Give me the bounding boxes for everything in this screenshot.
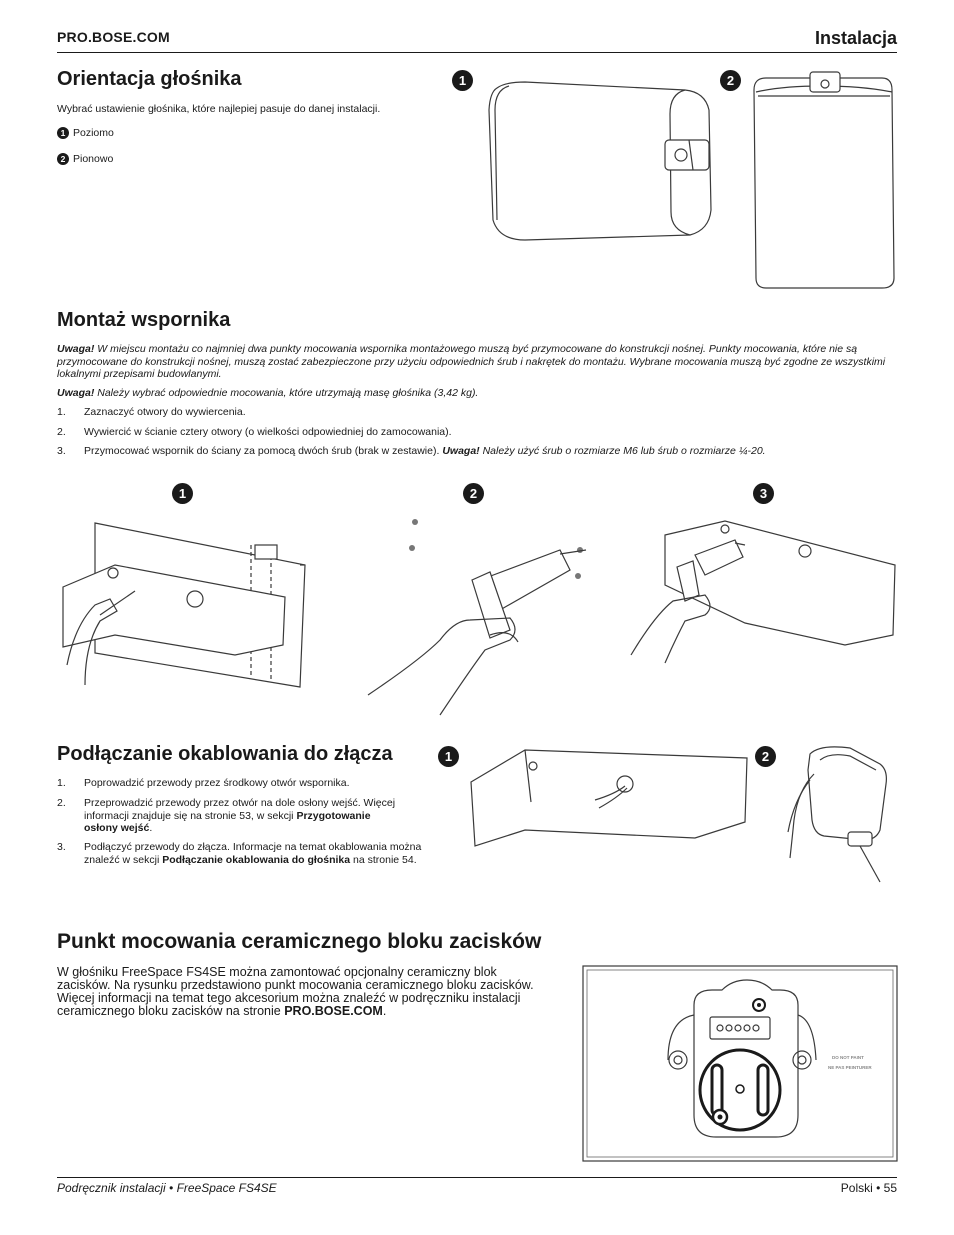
bracket-screw-illustration — [625, 515, 900, 665]
do-not-paint-label: DO NOT PAINT — [832, 1055, 864, 1060]
figure-number-badge: 1 — [172, 483, 193, 504]
drill-illustration — [360, 510, 595, 715]
site-url: PRO.BOSE.COM — [57, 29, 170, 45]
ceramic-heading: Punkt mocowania ceramicznego bloku zacisków — [57, 930, 542, 953]
footer-rule — [57, 1177, 897, 1178]
orientation-heading: Orientacja głośnika — [57, 68, 242, 90]
figure-number-badge: 2 — [755, 746, 776, 767]
number-badge: 2 — [57, 153, 69, 165]
ne-pas-peinturer-label: NE PAS PEINTURER — [828, 1065, 872, 1070]
orientation-intro: Wybrać ustawienie głośnika, które najlepiej pasuje do danej instalacji. — [57, 103, 381, 115]
vertical-speaker-illustration — [752, 72, 897, 292]
horizontal-speaker-illustration — [485, 80, 715, 245]
bracket-steps: 1. Zaznaczyć otwory do wywiercenia. 2. Wywiercić w ścianie cztery otwory (o wielkości odpowiedniej do zamocowania). 3. Przymocować wspornik do ściany za pomocą dwóch śrub (brak w zestawie). Uwaga! Należy użyć śrub o rozmiarze M6 lub śrub o rozmiarze ¼-20. — [57, 406, 766, 457]
figure-number-badge: 1 — [438, 746, 459, 767]
wiring-step-2: 2. Przeprowadzić przewody przez otwór na dole osłony wejść. Więcej informacji znajduje się na stronie 53, w sekcji Przygotowanie osłony wejść. — [57, 797, 396, 834]
connector-cover-illustration — [780, 740, 900, 888]
footer-manual-title: Podręcznik instalacji • FreeSpace FS4SE — [57, 1181, 277, 1195]
wiring-steps — [57, 777, 427, 887]
bracket-wires-illustration — [465, 742, 755, 854]
bracket-heading: Montaż wspornika — [57, 309, 231, 331]
figure-number-badge: 2 — [720, 70, 741, 91]
terminal-block-mount-illustration — [582, 965, 898, 1162]
figure-number-badge: 1 — [452, 70, 473, 91]
orientation-option-2: 2 Pionowo — [57, 153, 113, 166]
bracket-note-2: Uwaga! Należy wybrać odpowiednie mocowania, które utrzymają masę głośnika (3,42 kg). — [57, 387, 479, 399]
footer-page-number: Polski • 55 — [840, 1181, 897, 1195]
figure-number-badge: 3 — [753, 483, 774, 504]
bracket-mark-holes-illustration — [55, 515, 315, 695]
figure-number-badge: 2 — [463, 483, 484, 504]
number-badge: 1 — [57, 127, 69, 139]
bracket-note-1: Uwaga! W miejscu montażu co najmniej dwa punkty mocowania wspornika montażowego muszą być przymocowane do konstrukcji nośnej. Punkty mocowania, które nie są przymocowane do konstrukcji nośnej, muszą zostać zabezpieczone przy użyciu odpowiednich śrub i nakrętek do montażu. Wybrane mocowania muszą być zgodne ze wszystkimi lokalnymi przepisami budowlanymi. — [57, 343, 886, 380]
wiring-step-3: 3. Podłączyć przewody do złącza. Informacje na temat okablowania można znaleźć w sekcji Podłączanie okablowania do głośnika na stronie 54. — [57, 841, 422, 866]
ceramic-paragraph: W głośniku FreeSpace FS4SE można zamontować opcjonalny ceramiczny blok zacisków. Na rysunku przedstawiono punkt mocowania ceramicznego bloku zacisków. Więcej informacji na temat tego akcesorium można znaleźć w podręczniku instalacji ceramicznego bloku zacisków na stronie PRO.BOSE.COM. — [57, 965, 534, 1018]
orientation-option-1: 1 Poziomo — [57, 127, 114, 140]
header-rule — [57, 52, 897, 53]
section-title: Instalacja — [814, 28, 897, 48]
wiring-step-1: 1. Poprowadzić przewody przez środkowy otwór wspornika. — [57, 777, 350, 789]
wiring-heading: Podłączanie okablowania do złącza — [57, 743, 393, 765]
